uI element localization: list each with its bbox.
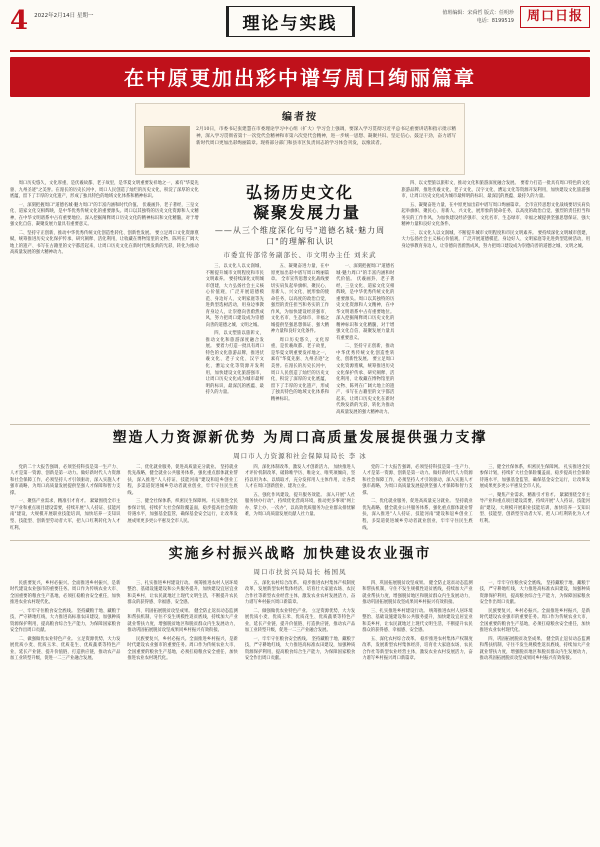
article-2-para-2: 二、优化就业服务，促进高质量充分就业。 坚持就业优先战略，健全就业公共服务体系，强化重点群体就业帮扶，深入推进"人人持证、技能河南"建设和返乡创业工程，多渠道促进城乡劳动者就业创业，牢牢守住民生底线。 <box>127 464 238 496</box>
editor-note-title: 编者按 <box>282 112 318 123</box>
article-1-para-7: 一、深刻把握周口"道德名城·魅力周口"的丰富内涵和时代价值。 伏羲画卦、老子著经，三皇文化、道家文化交相辉映，是中华优秀传统文化的重要源头。周口以其独特的历史文化资源和人文精神，在中华文明谱系中占有重要地位。深入挖掘阐释周口历史文化的精神标识和文化精髓，对于增强文化自信、凝聚发展力量具有重要意义。 <box>336 264 395 341</box>
article-3-column-4 <box>480 581 590 665</box>
article-1-para-9: 四、以文塑旅以旅彰文，推动文化和旅游深度融合发展。 要着力打造一批具有周口特色的文化旅游品牌，推进伏羲文化、老子文化、汉字文化、漕运文化等资源开发利用，加快建设文化旅游强市，让周口历史文化成为城市最鲜明的标识、最深沉的底蕴、最持久的力量。 <box>401 181 591 200</box>
article-1-para-2: 二、坚持守正创新，推动中华优秀传统文化创造性转化、创新性发展。 要立足周口文化资源禀赋，统筹推进历史文化保护传承、研究阐释、活化利用，让收藏在博物馆里的文物、陈列在广阔大地上的遗产、书写在古籍里的文字都活起来，让周口历史文化在新时代焕发新的光彩，转化为推动高质量发展的强大精神动力。 <box>10 230 199 256</box>
article-3-para-10: 三、扎实推进乡村建设行动。 统筹推进农村人居环境整治、基础设施建设和公共服务提升，加快建设宜居宜业和美乡村，让农民就地过上现代文明生活，不断提升农民群众的获得感、幸福感、安全感。 <box>362 608 473 634</box>
article-3-para-9: 四、巩固拓展脱贫攻坚成果。 健全防止返贫动态监测和帮扶机制，守住不发生规模性返贫底线，持续加大产业就业帮扶力度，增强脱贫地区和脱贫群众内生发展动力，推动巩固拓展脱贫攻坚成果同乡村振兴有效衔接。 <box>362 580 473 606</box>
editor-note-box <box>135 103 465 175</box>
contact-line-1: 值班编辑：宋舜哲 版式：任明珍 <box>442 10 514 17</box>
article-1-column-2 <box>271 264 329 418</box>
masthead-right <box>420 6 590 28</box>
article-1-title-line-1: 弘扬历史文化 <box>246 183 355 202</box>
article-3-para-0: 民族要复兴，乡村必振兴。全面推进乡村振兴，是新时代建设农业强市的重要任务。周口作为传统农业大市、全国重要的粮食生产基地，必须扛稳粮食安全重任，加快推进农业农村现代化。 <box>10 580 121 606</box>
editor-note-text: 2月10日，市委书记张建慧在市委理论学习中心组（扩大）学习会上强调，要深入学习贯彻习近平总书记重要讲话和指示批示精神，深入学习贯彻省第十一次党代会精神和市第六次党代会精神，进一步统一思想、凝聚共识、坚定信心、鼓足干劲，奋力谱写新时代周口更加出彩绚丽篇章。现将部分部门和县市区负责同志的学习体会刊发，以飨读者。 <box>196 127 456 147</box>
article-2-para-6: 党的二十大报告强调，必须坚持科技是第一生产力、人才是第一资源、创新是第一动力。做好新时代人力资源和社会保障工作，必须坚持人才引领驱动，深入实施人才强市战略，为周口高质量发展提供坚强人才保障和智力支撑。 <box>362 464 473 496</box>
article-2-column-1 <box>127 465 237 534</box>
article-3-para-5: 民族要复兴，乡村必振兴。全面推进乡村振兴，是新时代建设农业强市的重要任务。周口作为传统农业大市、全国重要的粮食生产基地，必须扛稳粮食安全重任，加快推进农业农村现代化。 <box>127 636 238 662</box>
article-2-para-4: 四、深化体制改革，激发人才创新活力。 加快推进人才评价机制改革，破除唯学历、唯论文、唯奖项倾向，坚持以用为本、以绩取才，充分发挥用人主体作用，让各类人才在周口创新创业、建功立业。 <box>244 464 356 490</box>
headline-banner: 在中原更加出彩中谱写周口绚丽篇章 <box>10 57 590 97</box>
article-3-para-8: 一、牢牢守住粮食安全底线。 坚持藏粮于地、藏粮于技，严守耕地红线，大力推进高标准农田建设，加强种质资源保护利用，提高粮食综合生产能力，为保障国家粮食安全作出周口贡献。 <box>244 636 356 662</box>
article-2-head <box>10 430 590 460</box>
editor-note-photo <box>144 126 190 168</box>
article-3-para-3: 三、扎实推进乡村建设行动。 统筹推进农村人居环境整治、基础设施建设和公共服务提升，加快建设宜居宜业和美乡村，让农民就地过上现代文明生活，不断提升农民群众的获得感、幸福感、安全感。 <box>127 580 238 606</box>
section-title: 理论与实践 <box>226 6 355 37</box>
article-2-column-3 <box>362 465 472 534</box>
contact-line-2: 电话：8199519 <box>476 18 514 25</box>
article-1-para-0: 周口历史悠久，文化厚重，是伏羲故都、老子故里，是华夏文明重要发祥地之一，素有"华夏先驱、九州圣迹"之美誉。在漫长的历史长河中，周口人民创造了灿烂的历史文化，积淀了深厚的文化底蕴，留下了丰厚的文化遗产，形成了独具特色的地域文化体系和精神标识。 <box>10 181 199 200</box>
article-1-title-line-2: 凝聚发展力量 <box>253 203 362 222</box>
article-1-column-3 <box>336 264 394 418</box>
masthead <box>10 6 590 52</box>
editor-note-body <box>144 126 456 168</box>
article-3-para-1: 一、牢牢守住粮食安全底线。 坚持藏粮于地、藏粮于技，严守耕地红线，大力推进高标准农田建设，加强种质资源保护利用，提高粮食综合生产能力，为保障国家粮食安全作出周口贡献。 <box>10 608 121 634</box>
article-1-subtitle: ——从三个维度深化句号"道德名城·魅力周口"的理解和认识 <box>214 226 386 246</box>
article-1-para-10: 五、凝聚奋进力量，在中原更加出彩中谱写周口绚丽篇章。 全市宣传思想文化战线要切实肩负起举旗帜、聚民心、育新人、兴文化、展形象的使命任务，以高度的政治自觉、强烈的责任担当和务实的工作作风，为加快建设经济强市、文化名市、生态绿市、幸福之城提供坚强思想保证、强大精神力量和良好文化条件。 <box>401 202 591 228</box>
article-2-title: 塑造人力资源新优势 为周口高质量发展提供强力支撑 <box>112 430 488 447</box>
masthead-contact <box>442 9 514 25</box>
article-3-para-11: 五、深化农村综合改革。 稳步推进农村集体产权制度改革，发展新型农村集体经济，培育壮大家庭农场、农民合作社等新型农业经营主体，激发农业农村发展活力，奋力谱写乡村振兴周口新篇章。 <box>362 636 473 662</box>
article-2-byline: 周口市人力资源和社会保障局局长 李 冰 <box>233 451 367 460</box>
article-1-para-1: 一、深刻把握周口"道德名城·魅力周口"的丰富内涵和时代价值。 伏羲画卦、老子著经，三皇文化、道家文化交相辉映，是中华优秀传统文化的重要源头。周口以其独特的历史文化资源和人文精神，在中华文明谱系中占有重要地位。深入挖掘阐释周口历史文化的精神标识和文化精髓，对于增强文化自信、凝聚发展力量具有重要意义。 <box>10 202 199 228</box>
masthead-center <box>160 6 420 37</box>
article-3-column-0 <box>10 581 120 665</box>
article-3-column-3 <box>362 581 472 665</box>
article-3-columns <box>10 581 590 665</box>
newspaper-nameplate: 周口日报 <box>520 6 590 28</box>
article-1-columns <box>206 264 395 418</box>
article-1-column-1 <box>206 264 264 418</box>
article-2-columns <box>10 465 590 534</box>
article-1-head <box>206 183 395 259</box>
article-1-column-4 <box>401 181 590 418</box>
issue-date <box>34 6 93 20</box>
article-3-title: 实施乡村振兴战略 加快建设农业强市 <box>168 546 432 563</box>
article-3-column-2 <box>245 581 355 665</box>
article-3-para-7: 二、做强做优农业特色产业。 立足资源优势，大力发展优质小麦、优质玉米、优质花生、优质蔬菜等特色产业，延长产业链、提升价值链、打造供应链，推动农产品加工业转型升级，促进一二三产业融合发展。 <box>244 608 356 634</box>
article-3-para-6: 五、深化农村综合改革。 稳步推进农村集体产权制度改革，发展新型农村集体经济，培育壮大家庭农场、农民合作社等新型农业经营主体，激发农业农村发展活力，奋力谱写乡村振兴周口新篇章。 <box>244 580 356 606</box>
article-1-byline: 市委宣传部常务副部长、市文明办主任 刘来武 <box>223 251 377 259</box>
article-3-head <box>10 546 590 576</box>
article-1-column-0 <box>10 181 199 418</box>
article-2-para-9: 一、聚焦产业需求，精准引才育才。 紧紧围绕全市主导产业和重点项目建设需要，持续开展"人人持证、技能河南"建设，大规模开展职业技能培训，加快培养一支知识型、技能型、创新型劳动者大军，把人口红利转化为人才红利。 <box>479 492 591 524</box>
page-number: 4 <box>10 6 29 36</box>
article-3-para-13: 民族要复兴，乡村必振兴。全面推进乡村振兴，是新时代建设农业强市的重要任务。周口作为传统农业大市、全国重要的粮食生产基地，必须扛稳粮食安全重任，加快推进农业农村现代化。 <box>479 608 591 634</box>
article-2-column-4 <box>480 465 590 534</box>
article-3-zone <box>10 546 590 665</box>
article-3-column-1 <box>127 581 237 665</box>
article-3-byline: 周口市扶贫兴局局长 杨国凤 <box>253 567 347 576</box>
divider-2 <box>10 540 590 541</box>
masthead-left <box>10 6 160 34</box>
article-2-para-5: 五、强化作风建设，提升服务效能。 深入开展"人社服务快办行动"，持续优化营商环境，推动更多事项"网上办、掌上办、一次办"，以高效优质服务为企业群众排忧解难，为周口高质量发展贡献人社力量。 <box>244 492 356 518</box>
article-1-main <box>206 181 395 418</box>
article-3-para-2: 二、做强做优农业特色产业。 立足资源优势，大力发展优质小麦、优质玉米、优质花生、优质蔬菜等特色产业，延长产业链、提升价值链、打造供应链，推动农产品加工业转型升级，促进一二三产业融合发展。 <box>10 636 121 662</box>
article-3-para-14: 四、巩固拓展脱贫攻坚成果。 健全防止返贫动态监测和帮扶机制，守住不发生规模性返贫底线，持续加大产业就业帮扶力度，增强脱贫地区和脱贫群众内生发展动力，推动巩固拓展脱贫攻坚成果同乡村振兴有效衔接。 <box>479 636 591 662</box>
article-1-para-6: 周口历史悠久，文化厚重，是伏羲故都、老子故里，是华夏文明重要发祥地之一，素有"华夏先驱、九州圣迹"之美誉。在漫长的历史长河中，周口人民创造了灿烂的历史文化，积淀了深厚的文化底蕴，留下了丰厚的文化遗产，形成了独具特色的地域文化体系和精神标识。 <box>270 337 330 402</box>
article-2-para-7: 二、优化就业服务，促进高质量充分就业。 坚持就业优先战略，健全就业公共服务体系，强化重点群体就业帮扶，深入推进"人人持证、技能河南"建设和返乡创业工程，多渠道促进城乡劳动者就业创业，牢牢守住民生底线。 <box>362 499 473 531</box>
article-2-para-0: 党的二十大报告强调，必须坚持科技是第一生产力、人才是第一资源、创新是第一动力。做好新时代人力资源和社会保障工作，必须坚持人才引领驱动，深入实施人才强市战略，为周口高质量发展提供坚强人才保障和智力支撑。 <box>10 464 121 496</box>
article-2-para-3: 三、健全社保体系，织密民生保障网。 扎实推进全民参保计划，持续扩大社会保险覆盖面，稳步提高社会保险待遇水平，加强基金监管，确保基金安全运行，让改革发展成果更多更公平惠及全市人民。 <box>127 499 238 524</box>
article-2-para-1: 一、聚焦产业需求，精准引才育才。 紧紧围绕全市主导产业和重点项目建设需要，持续开展"人人持证、技能河南"建设，大规模开展职业技能培训，加快培养一支知识型、技能型、创新型劳动者大军，把人口红利转化为人才红利。 <box>10 499 121 531</box>
article-2-zone <box>10 430 590 534</box>
article-1-zone <box>10 181 590 418</box>
issue-date-text: 2022年2月14日 星期一 <box>34 13 94 19</box>
article-2-column-0 <box>10 465 120 534</box>
article-1-para-11: 三、以文化人以文润城，不断提升城市文明程度和市民文明素养。 要持续深化文明城市创建，大力弘扬社会主义核心价值观，广泛开展道德模范、身边好人、文明家庭等先进典型选树活动，用身边事教育身边人，让崇德向善蔚然成风，努力把周口建设成为崇德向善的道德之城、文明之城。 <box>401 230 591 249</box>
article-3-para-4: 四、巩固拓展脱贫攻坚成果。 健全防止返贫动态监测和帮扶机制，守住不发生规模性返贫底线，持续加大产业就业帮扶力度，增强脱贫地区和脱贫群众内生发展动力，推动巩固拓展脱贫攻坚成果同乡村振兴有效衔接。 <box>127 608 238 634</box>
article-1-para-8: 二、坚持守正创新，推动中华优秀传统文化创造性转化、创新性发展。 要立足周口文化资源禀赋，统筹推进历史文化保护传承、研究阐释、活化利用，让收藏在博物馆里的文物、陈列在广阔大地上的遗产、书写在古籍里的文字都活起来，让周口历史文化在新时代焕发新的光彩，转化为推动高质量发展的强大精神动力。 <box>336 344 395 415</box>
article-1-para-5: 五、凝聚奋进力量，在中原更加出彩中谱写周口绚丽篇章。 全市宣传思想文化战线要切实肩负起举旗帜、聚民心、育新人、兴文化、展形象的使命任务，以高度的政治自觉、强烈的责任担当和务实的工作作风，为加快建设经济强市、文化名市、生态绿市、幸福之城提供坚强思想保证、强大精神力量和良好文化条件。 <box>270 264 330 335</box>
article-3-para-12: 一、牢牢守住粮食安全底线。 坚持藏粮于地、藏粮于技，严守耕地红线，大力推进高标准农田建设，加强种质资源保护利用，提高粮食综合生产能力，为保障国家粮食安全作出周口贡献。 <box>479 580 591 606</box>
article-1-para-4: 四、以文塑旅以旅彰文，推动文化和旅游深度融合发展。 要着力打造一批具有周口特色的文化旅游品牌，推进伏羲文化、老子文化、汉字文化、漕运文化等资源开发利用，加快建设文化旅游强市，让周口历史文化成为城市最鲜明的标识、最深沉的底蕴、最持久的力量。 <box>205 331 264 396</box>
editor-note <box>10 103 590 175</box>
article-1-para-3: 三、以文化人以文润城，不断提升城市文明程度和市民文明素养。 要持续深化文明城市创建，大力弘扬社会主义核心价值观，广泛开展道德模范、身边好人、文明家庭等先进典型选树活动，用身边事教育身边人，让崇德向善蔚然成风，努力把周口建设成为崇德向善的道德之城、文明之城。 <box>205 264 264 328</box>
article-2-para-8: 三、健全社保体系，织密民生保障网。 扎实推进全民参保计划，持续扩大社会保险覆盖面，稳步提高社会保险待遇水平，加强基金监管，确保基金安全运行，让改革发展成果更多更公平惠及全市人民。 <box>479 464 591 490</box>
divider-1 <box>10 424 590 425</box>
article-2-column-2 <box>245 465 355 534</box>
